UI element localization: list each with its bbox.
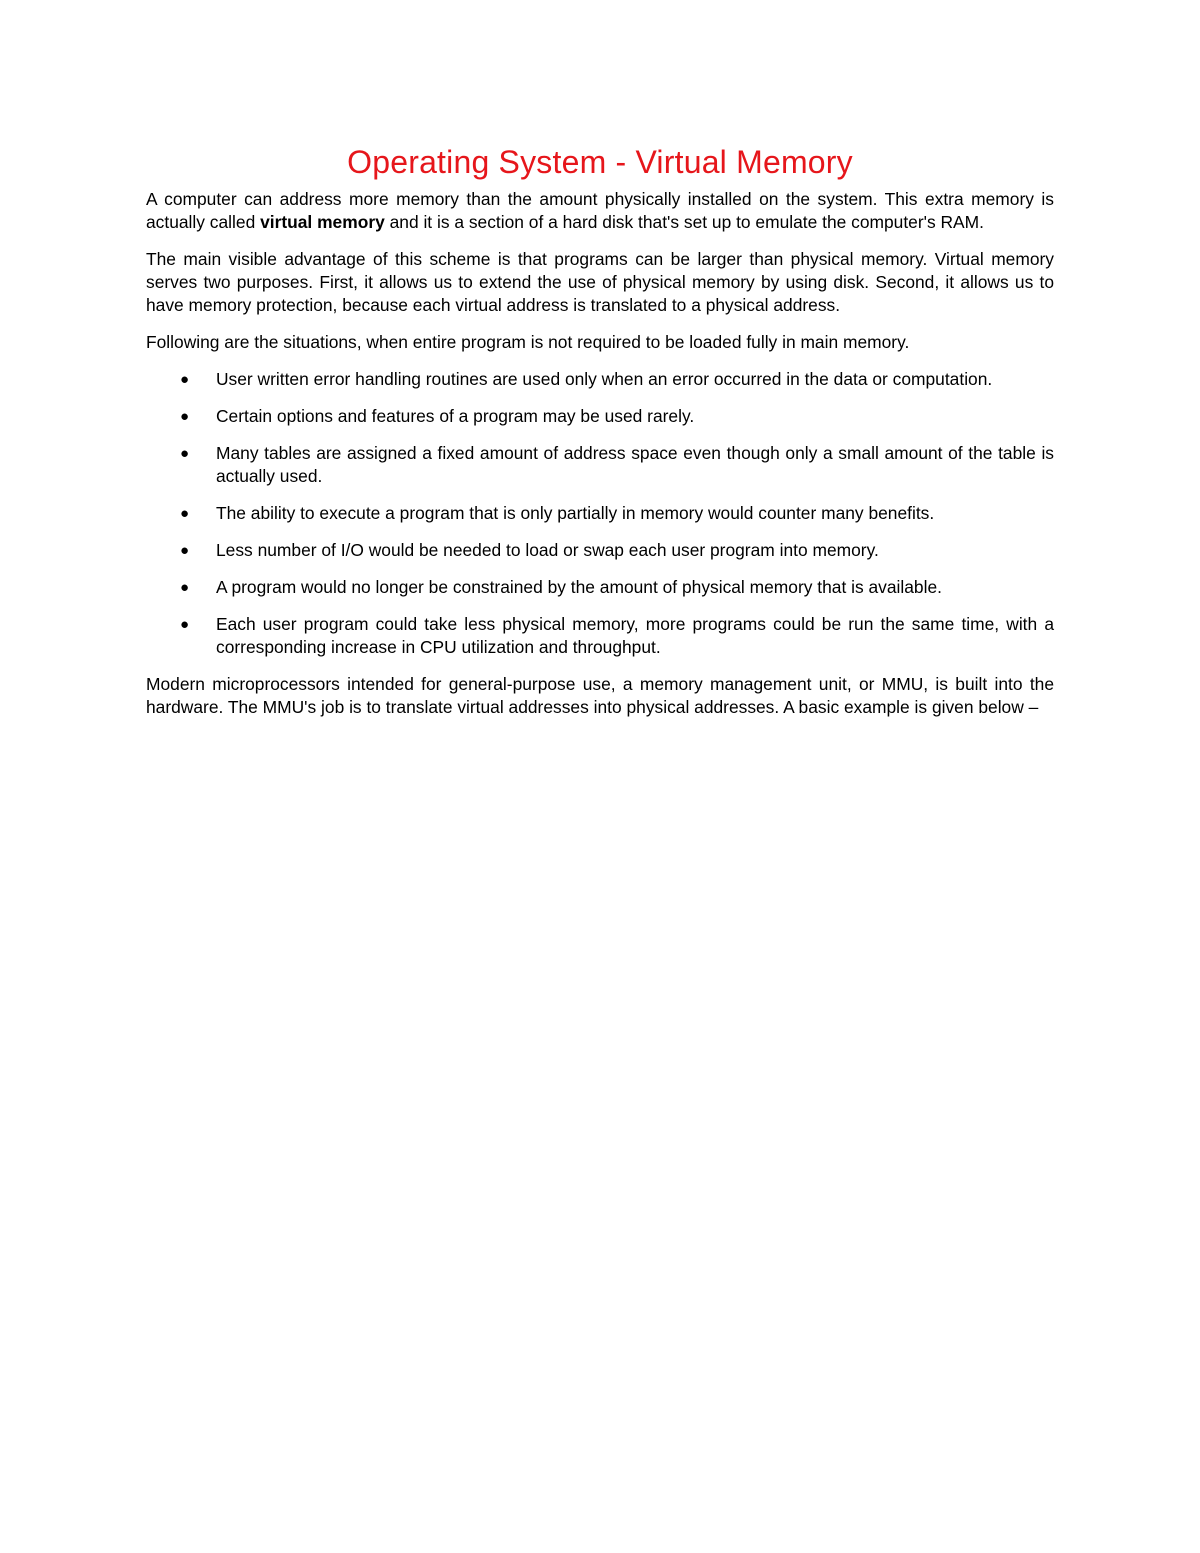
- list-item: [146, 405, 1054, 428]
- list-item-text: Less number of I/O would be needed to load or swap each user program into memory.: [216, 540, 879, 560]
- advantage-paragraph: The main visible advantage of this scheme is that programs can be larger than physical memory. Virtual memory serves two purposes. First, it allows us to extend the use of physical memory by using disk. Second, it allows us to have memory protection, because each virtual address is translated to a physical address.: [146, 249, 1054, 315]
- list-item-text: The ability to execute a program that is only partially in memory would counter many benefits.: [216, 503, 935, 523]
- list-item: [146, 539, 1054, 562]
- list-item: [146, 576, 1054, 599]
- list-item-text: Each user program could take less physical memory, more programs could be run the same time, with a corresponding increase in CPU utilization and throughput.: [216, 614, 1054, 657]
- list-item-text: Certain options and features of a program may be used rarely.: [216, 406, 695, 426]
- list-item-text: Many tables are assigned a fixed amount of address space even though only a small amount of the table is actually used.: [216, 443, 1054, 486]
- document-page: [146, 142, 1054, 733]
- bullet-icon: ●: [180, 445, 190, 462]
- list-item: [146, 368, 1054, 391]
- mmu-paragraph: Modern microprocessors intended for general-purpose use, a memory management unit, or MMU, is built into the hardware. The MMU's job is to translate virtual addresses into physical addresses. A basic example is given below –: [146, 674, 1054, 717]
- list-item: [146, 502, 1054, 525]
- bullet-icon: ●: [180, 579, 190, 596]
- intro-text-after: and it is a section of a hard disk that's set up to emulate the computer's RAM.: [384, 212, 984, 232]
- bullet-icon: ●: [180, 616, 190, 633]
- bullet-icon: ●: [180, 408, 190, 425]
- intro-text-before: A computer can address more memory than the amount physically installed on the system. This extra memory is actually called: [146, 189, 1054, 232]
- intro-bold-term: virtual memory: [260, 212, 385, 232]
- bullet-icon: ●: [180, 505, 190, 522]
- list-item-text: A program would no longer be constrained by the amount of physical memory that is available.: [216, 577, 942, 597]
- bullet-icon: ●: [180, 542, 190, 559]
- list-item: [146, 613, 1054, 659]
- situations-paragraph: Following are the situations, when entire program is not required to be loaded fully in main memory.: [146, 332, 910, 352]
- intro-paragraph: [146, 188, 1054, 234]
- list-item: [146, 442, 1054, 488]
- list-item-text: User written error handling routines are used only when an error occurred in the data or computation.: [216, 369, 993, 389]
- page-title: Operating System - Virtual Memory: [347, 144, 853, 180]
- bullet-icon: ●: [180, 371, 190, 388]
- situations-list: [146, 368, 1054, 659]
